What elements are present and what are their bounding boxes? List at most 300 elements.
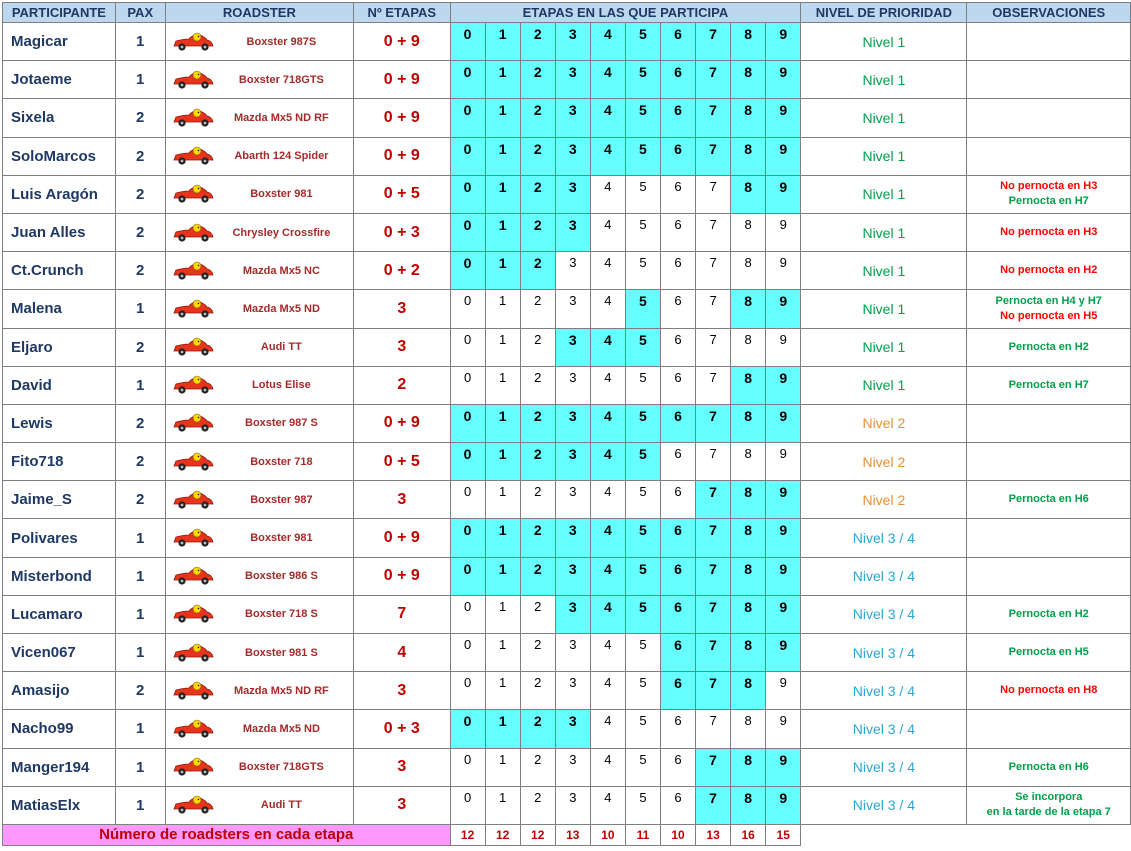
stage-cell: 0	[450, 519, 485, 557]
car-icon	[172, 298, 214, 320]
stage-cell: 4	[590, 710, 625, 748]
roadster-cell	[165, 519, 353, 557]
roadster-cell	[165, 213, 353, 251]
stage-cell: 4	[590, 481, 625, 519]
stage-cell: 0	[450, 748, 485, 786]
stage-cell: 7	[696, 137, 731, 175]
roadster-model: Boxster 718GTS	[238, 73, 324, 86]
stages-label: 0 + 2	[354, 252, 450, 290]
participant-name: Vicen067	[3, 634, 116, 672]
stage-cell: 3	[555, 137, 590, 175]
stage-cell: 8	[731, 519, 766, 557]
roadster-cell	[165, 366, 353, 404]
table-row	[3, 710, 1131, 748]
stage-cell: 6	[660, 61, 695, 99]
observations	[967, 366, 1131, 404]
stage-cell: 3	[555, 557, 590, 595]
stage-cell: 7	[696, 595, 731, 633]
stage-cell: 5	[625, 595, 660, 633]
observation-line: No pernocta en H5	[1000, 309, 1098, 322]
car-icon	[172, 451, 214, 473]
stage-cell: 6	[660, 748, 695, 786]
priority-level: Nivel 2	[801, 481, 967, 519]
car-icon	[172, 642, 214, 664]
pax-count: 2	[115, 672, 165, 710]
stage-cell: 4	[590, 519, 625, 557]
observations	[967, 213, 1131, 251]
stage-cell: 7	[696, 404, 731, 442]
stage-cell: 7	[696, 786, 731, 824]
participant-name: Juan Alles	[3, 213, 116, 251]
stage-cell: 0	[450, 175, 485, 213]
priority-level: Nivel 1	[801, 99, 967, 137]
stages-label: 3	[354, 290, 450, 328]
stage-cell: 9	[766, 175, 801, 213]
roadster-cell	[165, 710, 353, 748]
stage-cell: 6	[660, 557, 695, 595]
roadster-model: Boxster 987S	[246, 35, 317, 48]
roadster-model: Boxster 718GTS	[238, 761, 324, 774]
footer-row	[3, 824, 1131, 845]
observation-line: en la tarde de la etapa 7	[986, 806, 1111, 819]
stage-cell: 3	[555, 748, 590, 786]
stage-cell: 0	[450, 786, 485, 824]
stage-cell: 6	[660, 786, 695, 824]
stage-cell: 6	[660, 710, 695, 748]
stage-cell: 2	[520, 481, 555, 519]
stage-count: 11	[625, 824, 660, 845]
stage-cell: 9	[766, 328, 801, 366]
stages-label: 0 + 9	[354, 557, 450, 595]
stage-cell: 2	[520, 557, 555, 595]
stage-cell: 3	[555, 23, 590, 61]
table-row	[3, 137, 1131, 175]
observations	[967, 557, 1131, 595]
priority-level: Nivel 3 / 4	[801, 634, 967, 672]
stage-cell: 5	[625, 252, 660, 290]
stage-cell: 1	[485, 175, 520, 213]
roadster-cell	[165, 634, 353, 672]
car-icon	[172, 489, 214, 511]
header-nivel: NIVEL DE PRIORIDAD	[801, 3, 967, 23]
stages-label: 3	[354, 748, 450, 786]
stage-cell: 5	[625, 710, 660, 748]
stage-cell: 8	[731, 213, 766, 251]
priority-level: Nivel 1	[801, 175, 967, 213]
roadster-model: Boxster 981	[250, 188, 313, 201]
roadster-model: Boxster 981	[250, 532, 313, 545]
stage-cell: 7	[696, 710, 731, 748]
stage-cell: 3	[555, 61, 590, 99]
stage-cell: 2	[520, 290, 555, 328]
participant-name: Amasijo	[3, 672, 116, 710]
observations	[967, 290, 1131, 328]
stage-cell: 7	[696, 634, 731, 672]
stage-cell: 1	[485, 290, 520, 328]
roadster-cell	[165, 786, 353, 824]
priority-level: Nivel 3 / 4	[801, 748, 967, 786]
roadster-cell	[165, 328, 353, 366]
observations	[967, 786, 1131, 824]
priority-level: Nivel 3 / 4	[801, 786, 967, 824]
table-row	[3, 634, 1131, 672]
stage-cell: 7	[696, 61, 731, 99]
stage-cell: 7	[696, 748, 731, 786]
observation-line: Pernocta en H6	[1008, 760, 1089, 773]
stages-label: 3	[354, 786, 450, 824]
participant-name: SoloMarcos	[3, 137, 116, 175]
stage-cell: 5	[625, 481, 660, 519]
stage-cell: 4	[590, 99, 625, 137]
participant-name: Magicar	[3, 23, 116, 61]
participant-name: Eljaro	[3, 328, 116, 366]
pax-count: 2	[115, 443, 165, 481]
pax-count: 1	[115, 23, 165, 61]
stage-cell: 3	[555, 481, 590, 519]
roadster-model: Audi TT	[260, 799, 302, 812]
roadster-model: Lotus Elise	[252, 379, 311, 392]
car-icon	[172, 183, 214, 205]
table-row	[3, 595, 1131, 633]
stage-cell: 0	[450, 595, 485, 633]
stage-cell: 4	[590, 634, 625, 672]
stage-cell: 0	[450, 634, 485, 672]
stage-cell: 1	[485, 61, 520, 99]
stage-cell: 7	[696, 328, 731, 366]
stage-cell: 9	[766, 634, 801, 672]
stage-cell: 8	[731, 23, 766, 61]
stage-cell: 3	[555, 595, 590, 633]
stage-cell: 9	[766, 519, 801, 557]
stage-cell: 4	[590, 23, 625, 61]
stage-cell: 0	[450, 137, 485, 175]
stage-cell: 8	[731, 710, 766, 748]
pax-count: 1	[115, 519, 165, 557]
stage-cell: 4	[590, 213, 625, 251]
stage-cell: 3	[555, 366, 590, 404]
stage-cell: 3	[555, 519, 590, 557]
stage-cell: 7	[696, 175, 731, 213]
observation-line: No pernocta en H3	[1000, 180, 1098, 193]
stage-cell: 5	[625, 290, 660, 328]
stages-label: 4	[354, 634, 450, 672]
stage-cell: 5	[625, 61, 660, 99]
stage-cell: 7	[696, 557, 731, 595]
stage-cell: 3	[555, 252, 590, 290]
observations	[967, 595, 1131, 633]
stage-cell: 2	[520, 99, 555, 137]
stage-cell: 7	[696, 99, 731, 137]
priority-level: Nivel 1	[801, 366, 967, 404]
observation-line: Pernocta en H7	[1008, 195, 1089, 208]
stage-cell: 4	[590, 404, 625, 442]
observation-line: Pernocta en H2	[1008, 340, 1089, 353]
stages-label: 0 + 3	[354, 710, 450, 748]
car-icon	[172, 680, 214, 702]
stage-cell: 3	[555, 786, 590, 824]
roadster-cell	[165, 175, 353, 213]
stage-cell: 8	[731, 252, 766, 290]
stage-cell: 5	[625, 519, 660, 557]
table-row	[3, 404, 1131, 442]
stage-cell: 2	[520, 137, 555, 175]
stages-label: 0 + 3	[354, 213, 450, 251]
participant-name: Fito718	[3, 443, 116, 481]
stage-cell: 0	[450, 328, 485, 366]
roadster-cell	[165, 290, 353, 328]
observations	[967, 328, 1131, 366]
stage-cell: 1	[485, 366, 520, 404]
priority-level: Nivel 3 / 4	[801, 595, 967, 633]
stage-cell: 4	[590, 175, 625, 213]
stage-cell: 2	[520, 519, 555, 557]
observations	[967, 748, 1131, 786]
stage-cell: 6	[660, 672, 695, 710]
roadster-cell	[165, 672, 353, 710]
car-icon	[172, 603, 214, 625]
priority-level: Nivel 1	[801, 290, 967, 328]
stage-cell: 1	[485, 443, 520, 481]
pax-count: 1	[115, 786, 165, 824]
header-participante: PARTICIPANTE	[3, 3, 116, 23]
stage-cell: 4	[590, 786, 625, 824]
roadster-model: Mazda Mx5 ND	[242, 722, 320, 735]
stage-cell: 9	[766, 481, 801, 519]
stage-cell: 1	[485, 99, 520, 137]
table-row	[3, 99, 1131, 137]
stage-cell: 1	[485, 23, 520, 61]
stage-cell: 9	[766, 61, 801, 99]
stage-cell: 8	[731, 634, 766, 672]
roadster-model: Boxster 987 S	[245, 417, 318, 430]
roadster-model: Mazda Mx5 ND	[242, 302, 320, 315]
stage-cell: 3	[555, 328, 590, 366]
participant-name: Malena	[3, 290, 116, 328]
stage-cell: 4	[590, 595, 625, 633]
stage-cell: 7	[696, 443, 731, 481]
stage-cell: 6	[660, 595, 695, 633]
stage-cell: 3	[555, 290, 590, 328]
stage-cell: 7	[696, 481, 731, 519]
pax-count: 2	[115, 404, 165, 442]
participant-name: Manger194	[3, 748, 116, 786]
stage-cell: 8	[731, 290, 766, 328]
stages-label: 0 + 9	[354, 137, 450, 175]
stage-cell: 8	[731, 61, 766, 99]
stage-cell: 2	[520, 595, 555, 633]
pax-count: 1	[115, 748, 165, 786]
observation-line: Pernocta en H2	[1008, 607, 1089, 620]
stage-cell: 2	[520, 23, 555, 61]
stage-cell: 4	[590, 252, 625, 290]
stage-cell: 5	[625, 328, 660, 366]
table-row	[3, 61, 1131, 99]
stages-label: 0 + 5	[354, 443, 450, 481]
participants-table	[2, 2, 1131, 846]
observations	[967, 710, 1131, 748]
stage-cell: 3	[555, 213, 590, 251]
stage-cell: 1	[485, 481, 520, 519]
stage-cell: 3	[555, 175, 590, 213]
stage-cell: 1	[485, 710, 520, 748]
stage-cell: 6	[660, 290, 695, 328]
stage-cell: 9	[766, 137, 801, 175]
car-icon	[172, 222, 214, 244]
stage-cell: 8	[731, 481, 766, 519]
car-icon	[172, 260, 214, 282]
stage-cell: 1	[485, 595, 520, 633]
stage-cell: 9	[766, 404, 801, 442]
stage-cell: 5	[625, 23, 660, 61]
observations	[967, 519, 1131, 557]
stage-cell: 7	[696, 290, 731, 328]
car-icon	[172, 374, 214, 396]
roadster-model: Boxster 986 S	[245, 570, 318, 583]
stage-cell: 4	[590, 328, 625, 366]
observations	[967, 404, 1131, 442]
pax-count: 1	[115, 366, 165, 404]
footer-blank	[801, 824, 967, 845]
stage-cell: 5	[625, 99, 660, 137]
roadster-model: Mazda Mx5 NC	[242, 264, 320, 277]
stage-cell: 8	[731, 672, 766, 710]
pax-count: 2	[115, 137, 165, 175]
observation-line: Pernocta en H6	[1008, 493, 1089, 506]
roadster-model: Abarth 124 Spider	[234, 150, 329, 163]
observations	[967, 252, 1131, 290]
stage-count: 15	[766, 824, 801, 845]
stage-cell: 5	[625, 634, 660, 672]
stage-cell: 2	[520, 786, 555, 824]
stage-cell: 0	[450, 99, 485, 137]
stages-label: 0 + 5	[354, 175, 450, 213]
roadster-model: Audi TT	[260, 341, 302, 354]
participant-name: Misterbond	[3, 557, 116, 595]
roadster-model: Boxster 718	[250, 455, 313, 468]
stage-cell: 6	[660, 328, 695, 366]
stages-label: 3	[354, 328, 450, 366]
stage-count: 10	[660, 824, 695, 845]
stage-cell: 2	[520, 175, 555, 213]
roadster-cell	[165, 481, 353, 519]
stage-cell: 9	[766, 595, 801, 633]
stage-cell: 1	[485, 557, 520, 595]
stage-cell: 6	[660, 366, 695, 404]
pax-count: 2	[115, 213, 165, 251]
observation-line: Pernocta en H5	[1008, 646, 1089, 659]
car-icon	[172, 31, 214, 53]
stage-cell: 0	[450, 252, 485, 290]
priority-level: Nivel 3 / 4	[801, 710, 967, 748]
stage-cell: 9	[766, 557, 801, 595]
stage-cell: 8	[731, 443, 766, 481]
stage-cell: 4	[590, 290, 625, 328]
stages-label: 0 + 9	[354, 519, 450, 557]
stage-cell: 9	[766, 252, 801, 290]
observation-line: Pernocta en H7	[1008, 378, 1089, 391]
stage-cell: 8	[731, 366, 766, 404]
stage-count: 13	[555, 824, 590, 845]
table-row	[3, 443, 1131, 481]
stage-cell: 7	[696, 252, 731, 290]
car-icon	[172, 794, 214, 816]
observations	[967, 672, 1131, 710]
stage-count: 16	[731, 824, 766, 845]
roadster-cell	[165, 61, 353, 99]
table-row	[3, 519, 1131, 557]
stage-cell: 3	[555, 672, 590, 710]
stage-cell: 6	[660, 252, 695, 290]
stage-cell: 4	[590, 366, 625, 404]
roadster-cell	[165, 443, 353, 481]
stage-cell: 9	[766, 786, 801, 824]
stage-cell: 0	[450, 672, 485, 710]
stage-cell: 0	[450, 404, 485, 442]
stages-label: 3	[354, 672, 450, 710]
stage-cell: 9	[766, 672, 801, 710]
stage-cell: 1	[485, 328, 520, 366]
stage-cell: 0	[450, 557, 485, 595]
stage-cell: 7	[696, 23, 731, 61]
table-row	[3, 481, 1131, 519]
car-icon	[172, 107, 214, 129]
car-icon	[172, 565, 214, 587]
stage-cell: 6	[660, 634, 695, 672]
roadster-model: Chrysley Crossfire	[232, 226, 331, 239]
header-observaciones: OBSERVACIONES	[967, 3, 1131, 23]
stage-cell: 1	[485, 519, 520, 557]
roadster-model: Boxster 981 S	[245, 646, 318, 659]
roadster-cell	[165, 137, 353, 175]
pax-count: 2	[115, 175, 165, 213]
stage-cell: 2	[520, 366, 555, 404]
header-roadster: ROADSTER	[165, 3, 353, 23]
table-row	[3, 672, 1131, 710]
stage-cell: 6	[660, 443, 695, 481]
stages-label: 0 + 9	[354, 23, 450, 61]
stage-cell: 9	[766, 23, 801, 61]
stage-cell: 6	[660, 404, 695, 442]
header-etapas: ETAPAS EN LAS QUE PARTICIPA	[450, 3, 801, 23]
stage-cell: 2	[520, 710, 555, 748]
pax-count: 1	[115, 557, 165, 595]
stage-cell: 8	[731, 99, 766, 137]
roadster-cell	[165, 252, 353, 290]
car-icon	[172, 718, 214, 740]
roadster-model: Mazda Mx5 ND RF	[234, 684, 329, 697]
stage-cell: 5	[625, 213, 660, 251]
pax-count: 2	[115, 252, 165, 290]
footer-label: Número de roadsters en cada etapa	[3, 824, 451, 845]
pax-count: 1	[115, 634, 165, 672]
stage-count: 12	[485, 824, 520, 845]
stage-cell: 6	[660, 99, 695, 137]
stage-cell: 5	[625, 366, 660, 404]
stage-cell: 2	[520, 443, 555, 481]
roadster-model: Mazda Mx5 ND RF	[234, 111, 329, 124]
observations	[967, 61, 1131, 99]
observations	[967, 23, 1131, 61]
observation-line: No pernocta en H3	[1000, 226, 1098, 239]
stages-label: 3	[354, 481, 450, 519]
stage-cell: 5	[625, 786, 660, 824]
observation-line: No pernocta en H2	[1000, 264, 1098, 277]
stage-cell: 6	[660, 137, 695, 175]
priority-level: Nivel 1	[801, 328, 967, 366]
participant-name: Jaime_S	[3, 481, 116, 519]
participant-name: MatiasElx	[3, 786, 116, 824]
stage-cell: 2	[520, 748, 555, 786]
